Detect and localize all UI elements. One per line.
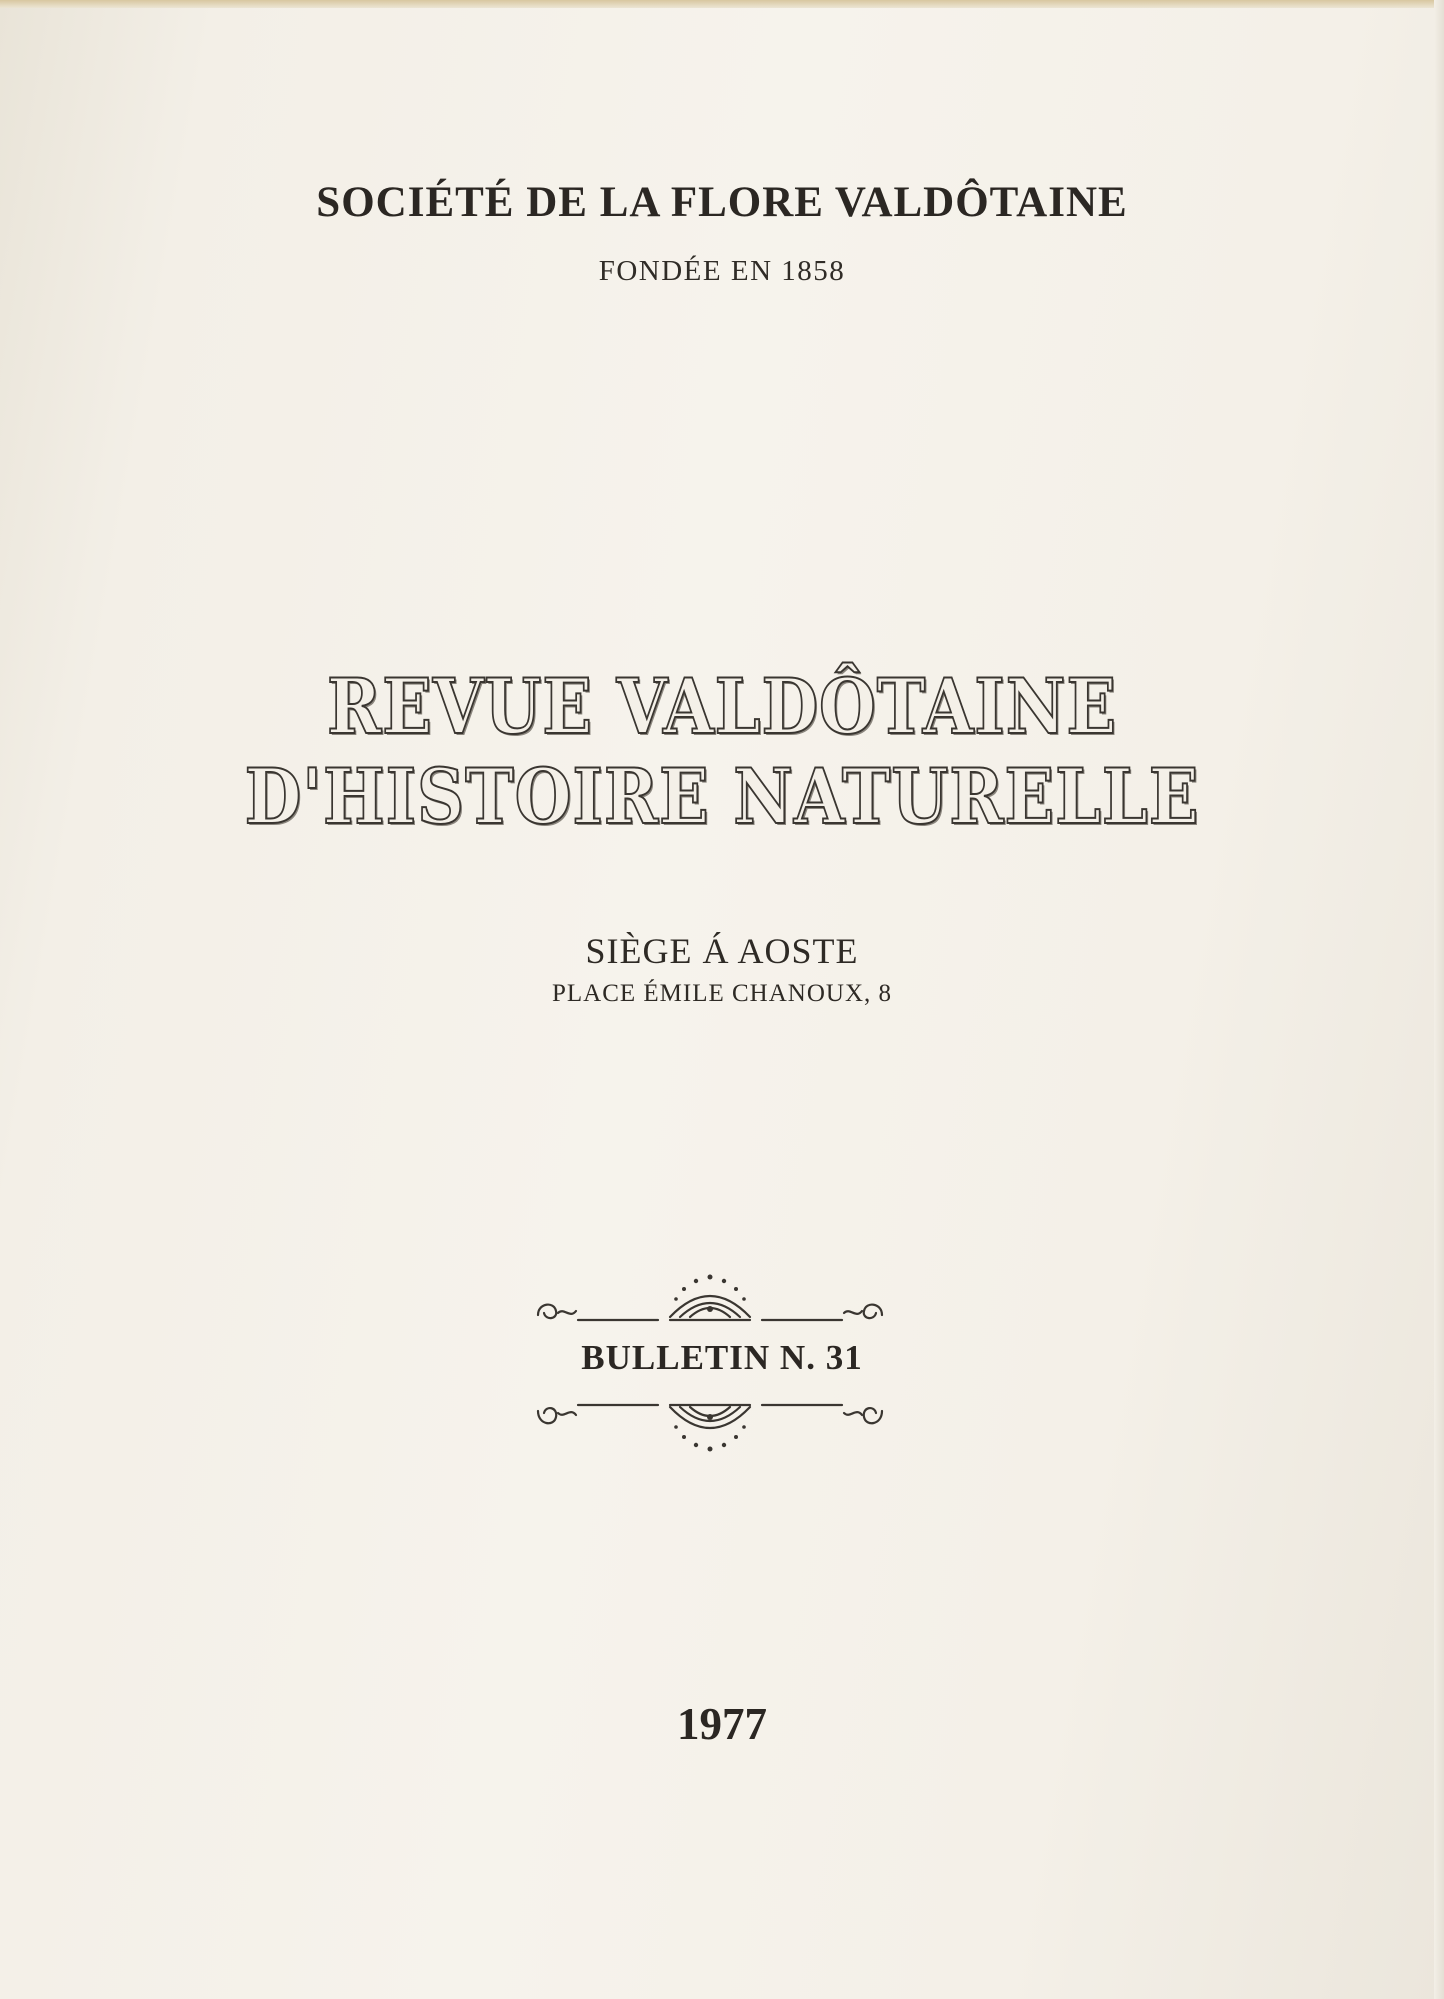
publication-year: 1977 xyxy=(677,1699,767,1749)
address-line: PLACE ÉMILE CHANOUX, 8 xyxy=(551,980,893,1007)
review-title-line-2: D'HISTOIRE NATURELLE xyxy=(244,752,1200,841)
bulletin-number: BULLETIN N. 31 xyxy=(581,1338,863,1377)
society-name: SOCIÉTÉ DE LA FLORE VALDÔTAINE xyxy=(316,179,1128,226)
ornament-top-divider xyxy=(530,1265,890,1325)
page-top-edge xyxy=(0,0,1444,8)
founded-line: FONDÉE EN 1858 xyxy=(598,255,846,287)
review-title-line-1: REVUE VALDÔTAINE xyxy=(326,662,1118,751)
seat-line: SIÈGE Á AOSTE xyxy=(585,931,859,971)
ornament-bottom-divider xyxy=(530,1395,890,1455)
